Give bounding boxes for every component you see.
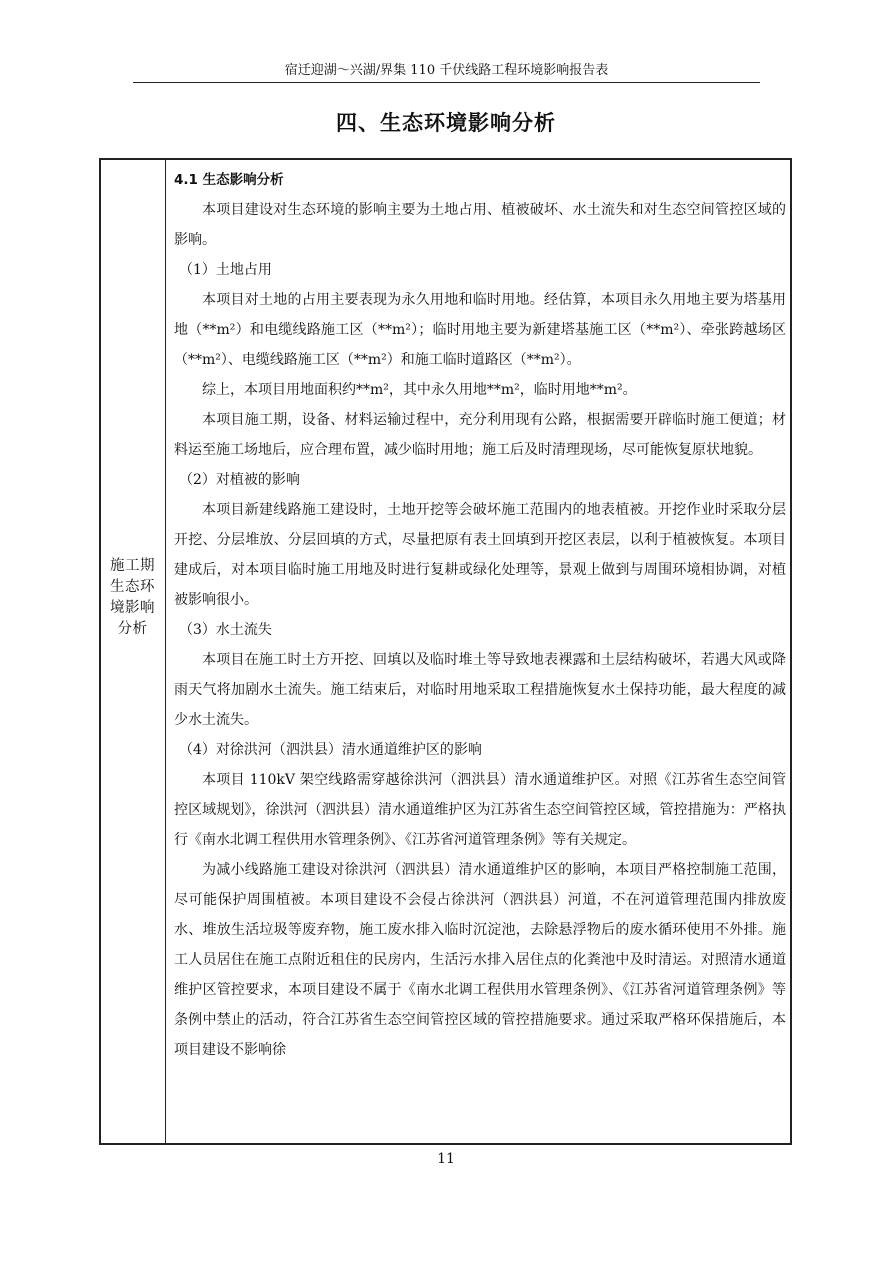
subsection-heading: 4.1 生态影响分析 — [174, 172, 284, 188]
item-title-water-channel: （4）对徐洪河（泗洪县）清水通道维护区的影响 — [179, 742, 482, 758]
item-title-vegetation: （2）对植被的影响 — [179, 472, 300, 488]
land-use-paragraph-3: 本项目施工期，设备、材料运输过程中，充分利用现有公路，根据需要开辟临时施工便道；材料运至施工场地后，应合理布置，减少临时用地；施工后及时清理现场，尽可能恢复原状地貌。 — [174, 412, 786, 458]
analysis-content — [174, 165, 786, 1065]
vegetation-paragraph: 本项目新建线路施工建设时，土地开挖等会破坏施工范围内的地表植被。开挖作业时采取分层开挖、分层堆放、分层回填的方式，尽量把原有表土回填到开挖区表层，以利于植被恢复。本项目建成后，对本项目临时施工用地及时进行复耕或绿化处理等，景观上做到与周围环境相协调，对植被影响很小。 — [174, 502, 786, 608]
item-title-land-use: （1）土地占用 — [179, 262, 272, 278]
land-use-paragraph-2: 综上，本项目用地面积约**m²，其中永久用地**m²，临时用地**m²。 — [202, 382, 637, 398]
water-channel-paragraph-2: 为减小线路施工建设对徐洪河（泗洪县）清水通道维护区的影响，本项目严格控制施工范围，尽可能保护周围植被。本项目建设不会侵占徐洪河（泗洪县）河道，不在河道管理范围内排放废水、堆放生活垃圾等废弃物，施工废水排入临时沉淀池，去除悬浮物后的废水循环使用不外排。施工人员居住在施工点附近租住的民房内，生活污水排入居住点的化粪池中及时清运。对照清水通道维护区管控要求，本项目建设不属于《南水北调工程供用水管理条例》、《江苏省河道管理条例》等条例中禁止的活动，符合江苏省生态空间管控区域的管控措施要求。通过采取严格环保措施后，本项目建设不影响徐 — [174, 862, 786, 1058]
item-title-soil-erosion: （3）水土流失 — [179, 622, 272, 638]
header-rule — [133, 82, 760, 83]
row-label-line: 生态环 — [110, 579, 155, 595]
row-label-line: 境影响 — [110, 600, 155, 616]
document-header: 宿迁迎湖～兴湖/界集 110 千伏线路工程环境影响报告表 — [284, 63, 609, 78]
row-label — [101, 556, 164, 640]
column-divider — [165, 158, 166, 1145]
row-label-line: 施工期 — [110, 558, 155, 574]
soil-erosion-paragraph: 本项目在施工时土方开挖、回填以及临时堆土等导致地表裸露和土层结构破坏，若遇大风或降雨天气将加剧水土流失。施工结束后，对临时用地采取工程措施恢复水土保持功能，最大程度的减少水土流失。 — [174, 652, 786, 728]
intro-paragraph: 本项目建设对生态环境的影响主要为土地占用、植被破坏、水土流失和对生态空间管控区域的影响。 — [174, 202, 786, 248]
page-number: 11 — [437, 1151, 455, 1167]
row-label-line: 分析 — [117, 621, 148, 637]
section-title: 四、生态环境影响分析 — [336, 111, 556, 135]
water-channel-paragraph-1: 本项目 110kV 架空线路需穿越徐洪河（泗洪县）清水通道维护区。对照《江苏省生态空间管控区域规划》，徐洪河（泗洪县）清水通道维护区为江苏省生态空间管控区域，管控措施为：严格执行《南水北调工程供用水管理条例》、《江苏省河道管理条例》等有关规定。 — [174, 772, 786, 848]
land-use-paragraph-1: 本项目对土地的占用主要表现为永久用地和临时用地。经估算，本项目永久用地主要为塔基用地（**m²）和电缆线路施工区（**m²）；临时用地主要为新建塔基施工区（**m²）、牵张跨越场区（**m²）、电缆线路施工区（**m²）和施工临时道路区（**m²）。 — [174, 292, 786, 368]
